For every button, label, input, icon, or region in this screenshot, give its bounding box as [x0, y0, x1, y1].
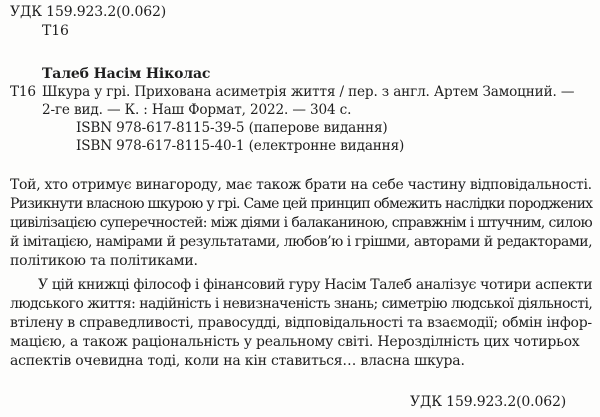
isbn-electronic: ISBN 978-617-8115-40-1 (електронне видання)	[76, 138, 405, 154]
annotation-line: Ризикнути власною шкурою у грі. Саме цей принцип обмежить наслідки породжених	[10, 196, 593, 212]
isbn-paper: ISBN 978-617-8115-39-5 (паперове видання)	[76, 120, 388, 136]
annotation-line: політикою та політиками.	[10, 253, 198, 269]
author-name: Талеб Насім Ніколас	[42, 66, 211, 82]
catalog-mark: Т16	[10, 84, 36, 100]
annotation-line: У цій книжці філософ і фінансовий гуру Насім Талеб аналізує чотири аспекти	[38, 277, 593, 293]
annotation-line: аспектів очевидна тоді, коли на кін ставиться… власна шкура.	[10, 353, 465, 369]
annotation-line: мацією, а також раціональність у реальному світі. Нерозділність цих чотирьох	[10, 334, 580, 350]
annotation-line: цивілізацією суперечностей: між діями і балаканиною, справжнім і штучним, силою	[10, 215, 593, 231]
annotation-line: втілену в справедливості, правосудді, відповідальності та взаємодії; обмін інфор-	[10, 315, 592, 331]
annotation-line: людського життя: надійність і невизначеність знань; симетрію людської діяльності,	[10, 296, 593, 312]
catalog-imprint-line: 2-ге вид. — К. : Наш Формат, 2022. — 304 с.	[42, 102, 352, 118]
udk-code-bottom: УДК 159.923.2(0.062)	[410, 394, 567, 410]
udk-code-top: УДК 159.923.2(0.062)	[10, 4, 167, 20]
catalog-title-line: Шкура у грі. Прихована асиметрія життя / пер. з англ. Артем Замоцний. —	[42, 84, 575, 100]
annotation-line: й імітацією, намірами й результатами, любов’ю і грішми, авторами й редакторами,	[10, 234, 593, 250]
annotation-line: Той, хто отримує винагороду, має також брати на себе частину відповідальності.	[10, 177, 592, 193]
bbk-code: Т16	[42, 23, 69, 39]
